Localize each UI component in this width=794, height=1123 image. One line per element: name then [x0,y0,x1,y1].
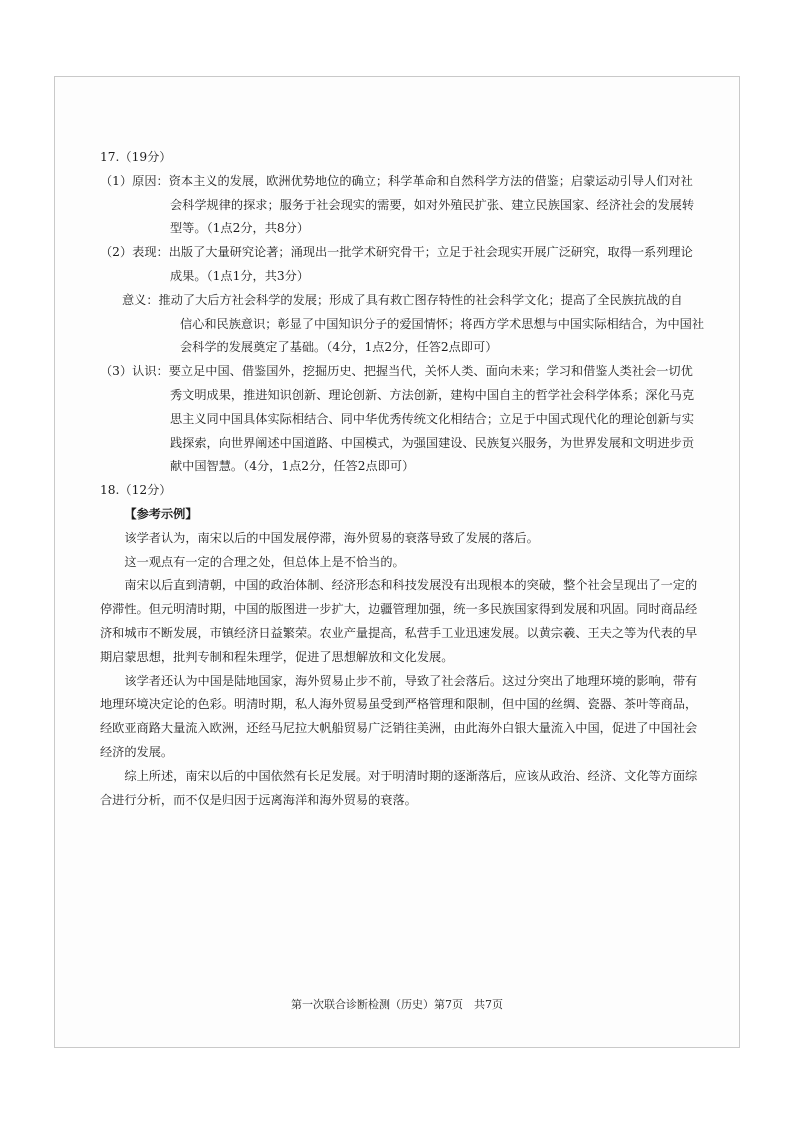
q18-paragraph-4-line: 该学者还认为中国是陆地国家，海外贸易止步不前，导致了社会落后。这过分突出了地理环境的影响，带有 [124,673,698,688]
q17-part3-line: （3）认识：要立足中国、借鉴国外，挖掘历史、把握当代，关怀人类、面向未来；学习和借鉴人类社会一切优 [100,364,693,379]
q18-paragraph-4-line: 经济的发展。 [100,744,174,759]
q17-significance-line: 信心和民族意识；彰显了中国知识分子的爱国情怀；将西方学术思想与中国实际相结合，为中国社 [180,316,705,331]
q18-paragraph-2: 这一观点有一定的合理之处，但总体上是不恰当的。 [124,554,405,569]
q17-part1-line: 型等。（1点2分，共8分） [170,221,310,236]
q18-paragraph-3 [100,574,700,669]
page-footer: 第一次联合诊断检测（历史）第7页 共7页 [291,998,503,1011]
q17-part2-line: （2）表现：出版了大量研究论著；涌现出一批学术研究骨干；立足于社会现实开展广泛研究，取得一系列理论 [100,245,693,260]
q18-paragraph-3-line: 期启蒙思想，批判专制和程朱理学，促进了思想解放和文化发展。 [100,649,454,664]
q18-paragraph-4-line: 地理环境决定论的色彩。明清时期，私人海外贸易虽受到严格管理和限制，但中国的丝绸、瓷器、茶叶等商品， [100,697,698,712]
q17-significance-line: 意义：推动了大后方社会科学的发展；形成了具有救亡图存特性的社会科学文化；提高了全民族抗战的自 [122,292,683,307]
q18-paragraph-3-line: 停滞性。但元明清时期，中国的版图进一步扩大，边疆管理加强，统一多民族国家得到发展和巩固。同时商品经 [100,602,698,617]
q18-paragraph-5 [100,765,700,813]
q17-part3-line: 秀文明成果，推进知识创新、理论创新、方法创新，建构中国自主的哲学社会科学体系；深化马克 [170,387,695,402]
q17-part1-line: （1）原因：资本主义的发展，欧洲优势地位的确立；科学革命和自然科学方法的借鉴；启蒙运动引导人们对社 [100,173,693,188]
answer-content [100,146,705,812]
q17-part1-line: 会科学规律的探求；服务于社会现实的需要，如对外殖民扩张、建立民族国家、经济社会的发展转 [170,197,695,212]
q17-title: 17.（19分） [100,150,172,164]
q18-paragraph-5-line: 综上所述，南宋以后的中国依然有长足发展。对于明清时期的逐渐落后，应该从政治、经济、文化等方面综 [124,768,698,783]
q18-paragraph-4-line: 经欧亚商路大量流入欧洲，还经马尼拉大帆船贸易广泛销往美洲，由此海外白银大量流入中国，促进了中国社会 [100,721,698,736]
q18-paragraph-3-line: 南宋以后直到清朝，中国的政治体制、经济形态和科技发展没有出现根本的突破，整个社会呈现出了一定的 [124,578,698,593]
q17-part2-line: 成果。（1点1分，共3分） [170,268,310,283]
q17-significance [100,289,705,360]
q18-title: 18.（12分） [100,483,172,498]
q17-part1 [100,170,700,241]
q18-example-label: 【参考示例】 [124,506,198,521]
q17-part3-line: 献中国智慧。（4分，1点2分，任答2点即可） [170,459,415,474]
q17-part3-line: 践探索，向世界阐述中国道路、中国模式，为强国建设、民族复兴服务，为世界发展和文明进步贡 [170,435,695,450]
q17-part3 [100,360,700,479]
q18-paragraph-4 [100,670,700,765]
q17-part2 [100,241,700,289]
q18-paragraph-1: 该学者认为，南宋以后的中国发展停滞，海外贸易的衰落导致了发展的落后。 [124,530,539,545]
q17-significance-line: 会科学的发展奠定了基础。（4分，1点2分，任答2点即可） [180,340,498,355]
q18-paragraph-5-line: 合进行分析，而不仅是归因于远离海洋和海外贸易的衰落。 [100,792,417,807]
q17-part3-line: 思主义同中国具体实际相结合、同中华优秀传统文化相结合；立足于中国式现代化的理论创新与实 [170,411,695,426]
q18-paragraph-3-line: 济和城市不断发展，市镇经济日益繁荣。农业产量提高，私营手工业迅速发展。以黄宗羲、王夫之等为代表的早 [100,625,698,640]
